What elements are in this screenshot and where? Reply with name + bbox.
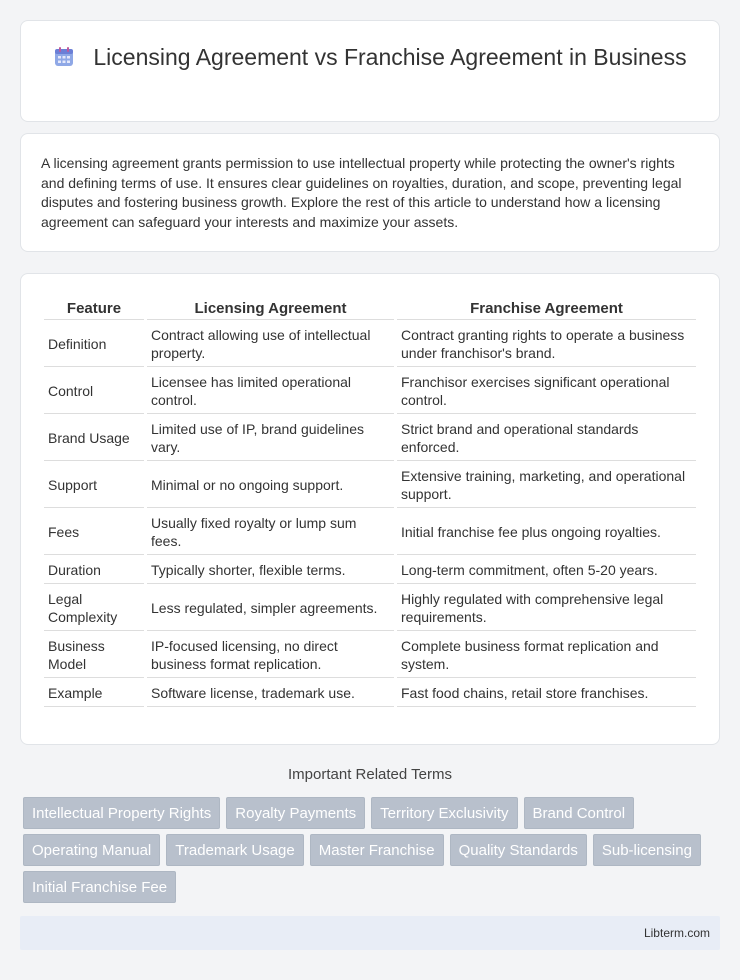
calendar-icon xyxy=(53,46,75,68)
feature-cell: Support xyxy=(44,463,144,508)
intro-text: A licensing agreement grants permission to use intellectual property while protecting the owner's rights and defining terms of use. It ensures clear guidelines on royalties, duration, and scope, preventing legal disputes and fostering business growth. Explore the rest of this article to understand how a licensing agreement can safeguard your interests and maximize your assets. xyxy=(41,155,682,230)
table-row xyxy=(44,369,696,414)
feature-cell: Definition xyxy=(44,322,144,367)
licensing-cell: Usually fixed royalty or lump sum fees. xyxy=(147,510,394,555)
page-title-wrap xyxy=(21,43,719,72)
column-header: Franchise Agreement xyxy=(397,296,696,320)
feature-cell: Duration xyxy=(44,557,144,584)
comparison-table xyxy=(41,294,699,709)
licensing-cell: Minimal or no ongoing support. xyxy=(147,463,394,508)
related-terms-heading: Important Related Terms xyxy=(288,766,452,783)
related-term-tag[interactable]: Master Franchise xyxy=(310,834,444,866)
licensing-cell: Licensee has limited operational control. xyxy=(147,369,394,414)
column-header: Feature xyxy=(44,296,144,320)
intro-card xyxy=(20,133,720,252)
header-card xyxy=(20,20,720,122)
table-row xyxy=(44,463,696,508)
related-term-tag[interactable]: Territory Exclusivity xyxy=(371,797,517,829)
related-term-tag[interactable]: Royalty Payments xyxy=(226,797,365,829)
licensing-cell: Less regulated, simpler agreements. xyxy=(147,586,394,631)
table-row xyxy=(44,416,696,461)
table-row xyxy=(44,510,696,555)
related-term-tag[interactable]: Quality Standards xyxy=(450,834,587,866)
licensing-cell: Software license, trademark use. xyxy=(147,680,394,707)
related-term-tag[interactable]: Initial Franchise Fee xyxy=(23,871,176,903)
related-terms-list xyxy=(23,797,713,903)
licensing-cell: Limited use of IP, brand guidelines vary. xyxy=(147,416,394,461)
franchise-cell: Complete business format replication and system. xyxy=(397,633,696,678)
franchise-cell: Initial franchise fee plus ongoing royalties. xyxy=(397,510,696,555)
table-row xyxy=(44,322,696,367)
feature-cell: Example xyxy=(44,680,144,707)
table-row xyxy=(44,557,696,584)
footer-site-link[interactable]: Libterm.com xyxy=(643,926,710,940)
feature-cell: Control xyxy=(44,369,144,414)
feature-cell: Legal Complexity xyxy=(44,586,144,631)
table-header-row xyxy=(44,296,696,320)
related-term-tag[interactable]: Intellectual Property Rights xyxy=(23,797,220,829)
related-term-tag[interactable]: Trademark Usage xyxy=(166,834,304,866)
table-row xyxy=(44,633,696,678)
franchise-cell: Franchisor exercises significant operational control. xyxy=(397,369,696,414)
table-row xyxy=(44,586,696,631)
franchise-cell: Long-term commitment, often 5-20 years. xyxy=(397,557,696,584)
feature-cell: Brand Usage xyxy=(44,416,144,461)
franchise-cell: Strict brand and operational standards enforced. xyxy=(397,416,696,461)
licensing-cell: Contract allowing use of intellectual property. xyxy=(147,322,394,367)
licensing-cell: IP-focused licensing, no direct business format replication. xyxy=(147,633,394,678)
page-title: Licensing Agreement vs Franchise Agreement in Business xyxy=(93,44,687,70)
franchise-cell: Fast food chains, retail store franchises. xyxy=(397,680,696,707)
franchise-cell: Contract granting rights to operate a business under franchisor's brand. xyxy=(397,322,696,367)
related-term-tag[interactable]: Operating Manual xyxy=(23,834,160,866)
table-row xyxy=(44,680,696,707)
feature-cell: Fees xyxy=(44,510,144,555)
comparison-card xyxy=(20,273,720,745)
related-term-tag[interactable]: Sub-licensing xyxy=(593,834,701,866)
footer xyxy=(20,916,720,950)
franchise-cell: Extensive training, marketing, and operational support. xyxy=(397,463,696,508)
licensing-cell: Typically shorter, flexible terms. xyxy=(147,557,394,584)
related-term-tag[interactable]: Brand Control xyxy=(524,797,635,829)
franchise-cell: Highly regulated with comprehensive legal requirements. xyxy=(397,586,696,631)
column-header: Licensing Agreement xyxy=(147,296,394,320)
feature-cell: Business Model xyxy=(44,633,144,678)
